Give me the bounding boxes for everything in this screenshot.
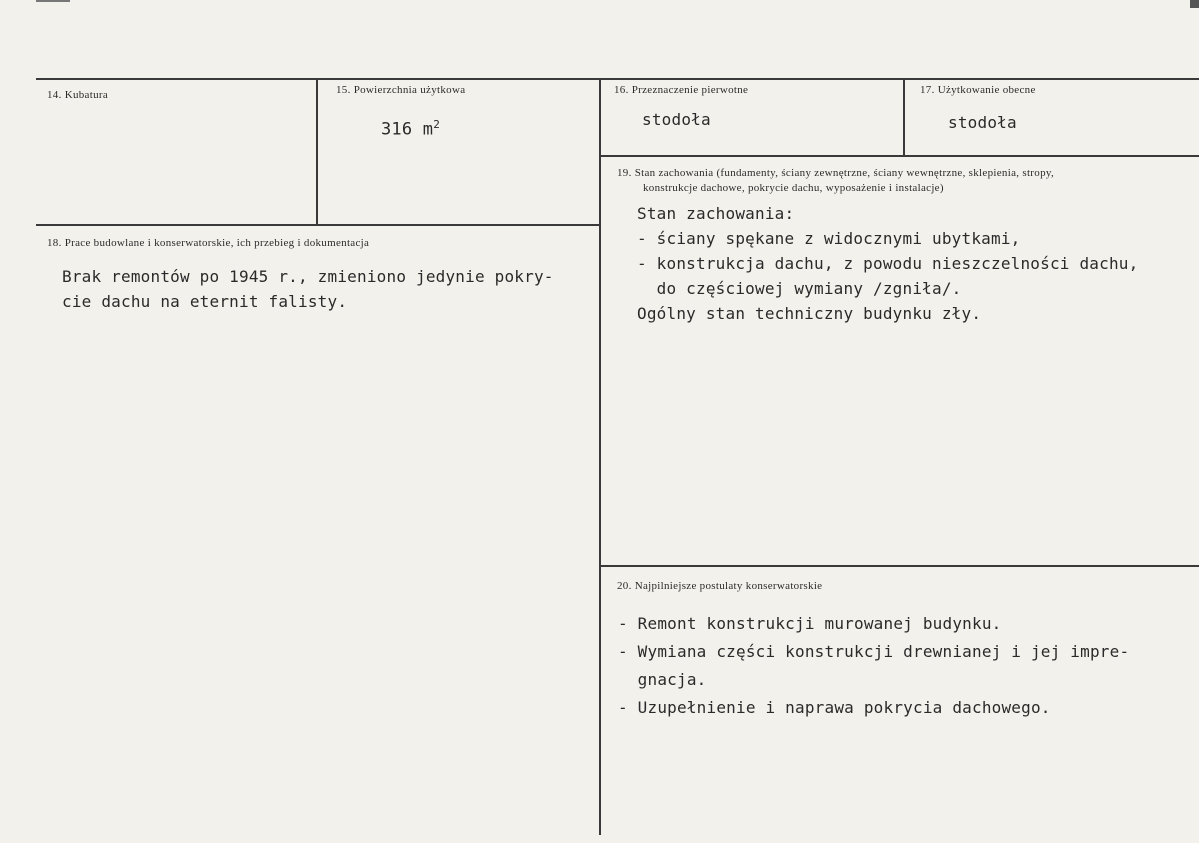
stan-line: Ogólny stan techniczny budynku zły. xyxy=(637,304,982,323)
row-rule-right xyxy=(599,155,1199,157)
postulaty-line: - Remont konstrukcji murowanej budynku. xyxy=(618,614,1002,633)
stan-line: Stan zachowania: xyxy=(637,204,795,223)
stan-line: - ściany spękane z widocznymi ubytkami, xyxy=(637,229,1021,248)
postulaty-line: - Uzupełnienie i naprawa pokrycia dachowego. xyxy=(618,698,1051,717)
field-value-uzytkowanie: stodoła xyxy=(948,113,1017,132)
field-label-postulaty: 20. Najpilniejsze postulaty konserwatorskie xyxy=(617,580,823,592)
postulaty-text xyxy=(618,610,1129,722)
postulaty-line: gnacja. xyxy=(618,670,707,689)
field-label-stan-1: 19. Stan zachowania (fundamenty, ściany zewnętrzne, ściany wewnętrzne, sklepienia, stropy, xyxy=(617,167,1055,179)
form-top-rule xyxy=(36,78,1199,80)
row-rule-postulaty xyxy=(599,565,1199,567)
field-value-powierzchnia xyxy=(381,112,440,143)
prace-line: Brak remontów po 1945 r., zmieniono jedynie pokry- xyxy=(62,267,554,286)
col-rule-3 xyxy=(903,78,905,156)
powierzchnia-unit-superscript: 2 xyxy=(433,118,441,131)
stan-line: do częściowej wymiany /zgniła/. xyxy=(637,279,962,298)
col-rule-1 xyxy=(316,78,318,225)
powierzchnia-number: 316 m xyxy=(381,119,434,140)
stan-line: - konstrukcja dachu, z powodu nieszczelności dachu, xyxy=(637,254,1139,273)
row-rule-left xyxy=(36,224,601,226)
field-value-przeznaczenie: stodoła xyxy=(642,110,711,129)
field-label-przeznaczenie: 16. Przeznaczenie pierwotne xyxy=(614,84,749,96)
field-label-prace: 18. Prace budowlane i konserwatorskie, ich przebieg i dokumentacja xyxy=(47,237,370,249)
col-rule-2 xyxy=(599,78,601,835)
prace-text xyxy=(62,264,554,314)
top-edge-mark xyxy=(1190,0,1199,8)
field-label-uzytkowanie: 17. Użytkowanie obecne xyxy=(920,84,1036,96)
stan-text xyxy=(637,201,1138,326)
prace-line: cie dachu na eternit falisty. xyxy=(62,292,348,311)
postulaty-line: - Wymiana części konstrukcji drewnianej i jej impre- xyxy=(618,642,1130,661)
field-label-powierzchnia: 15. Powierzchnia użytkowa xyxy=(336,84,466,96)
field-label-stan-2: konstrukcje dachowe, pokrycie dachu, wyposażenie i instalacje) xyxy=(643,182,944,194)
field-label-kubatura: 14. Kubatura xyxy=(47,89,109,101)
top-edge-mark xyxy=(36,0,70,2)
